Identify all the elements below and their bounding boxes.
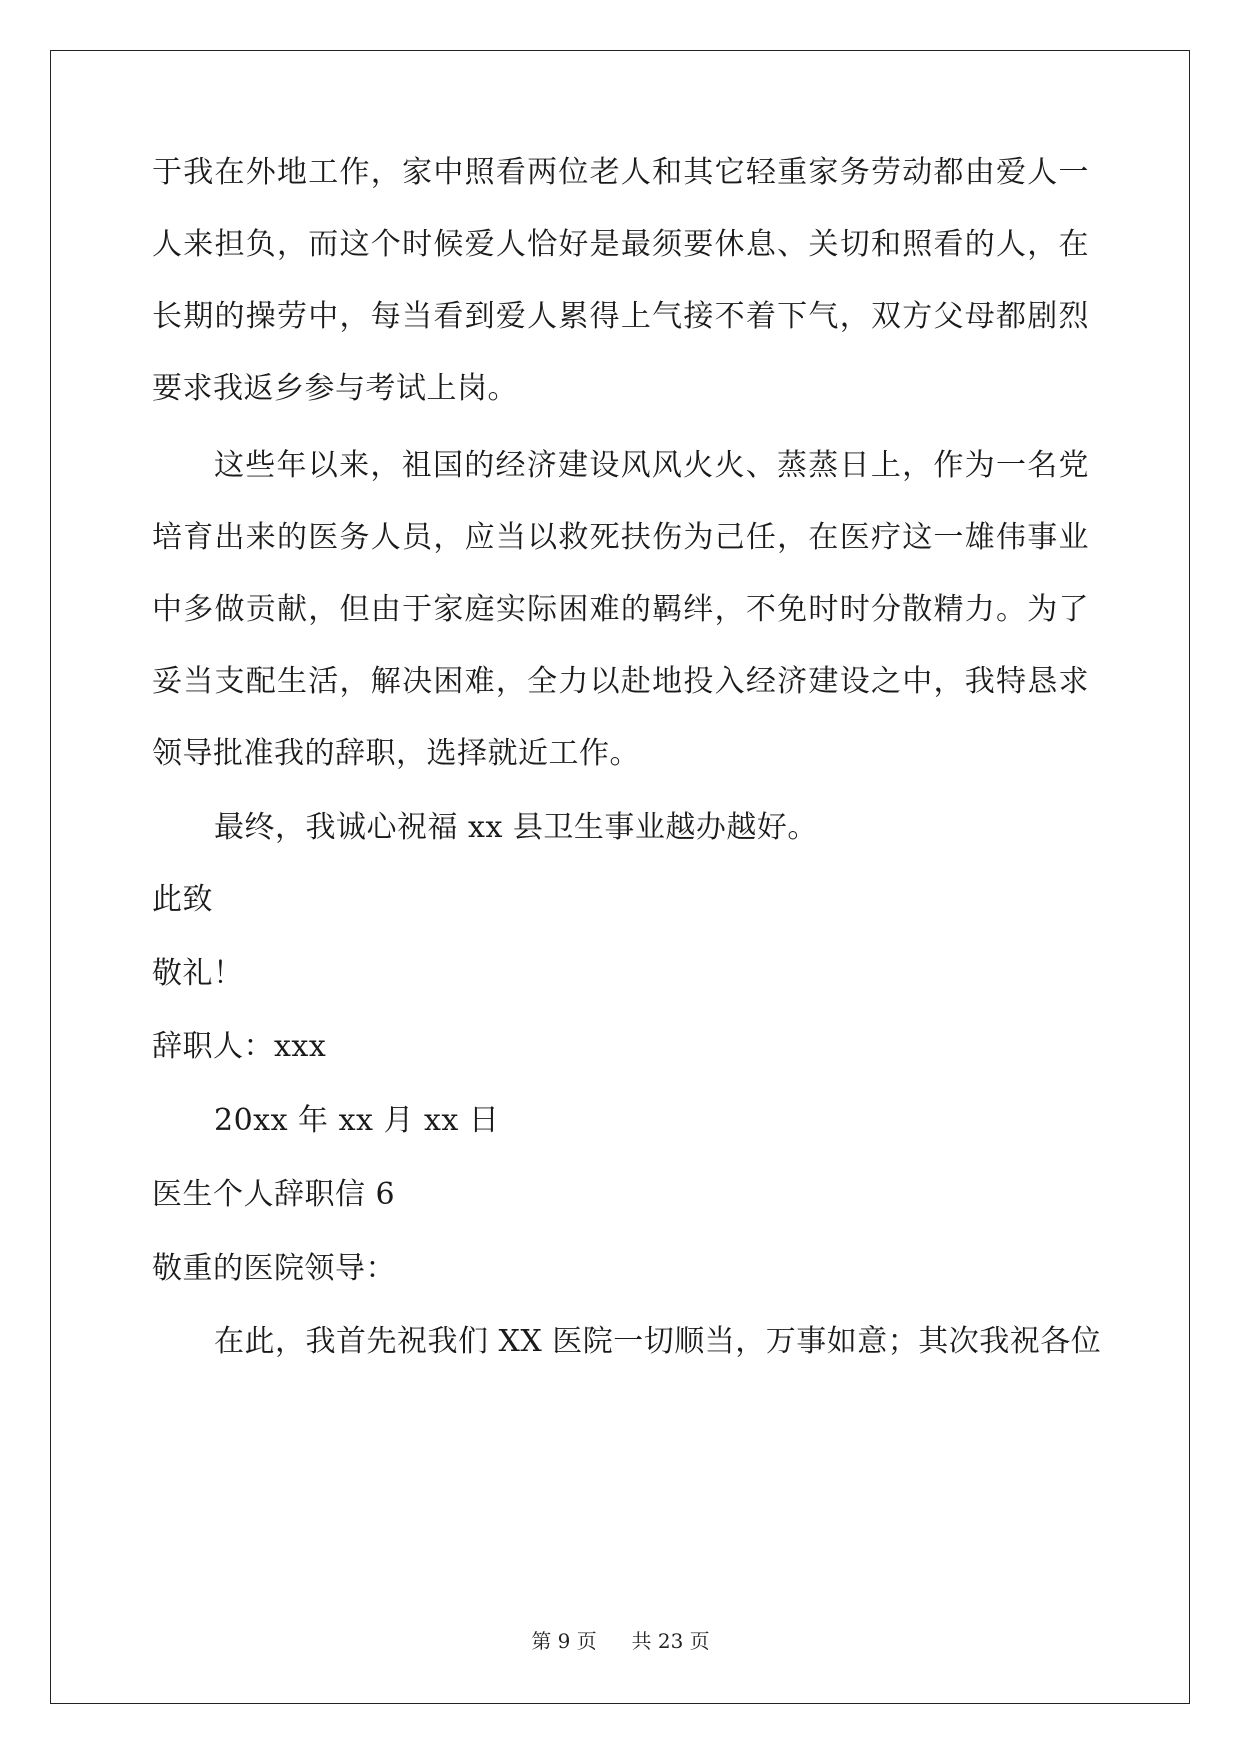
paragraph-line: 人来担负，而这个时候爱人恰好是最须要休息、关切和照看的人，在 — [152, 227, 1089, 262]
paragraph-line: 妥当支配生活，解决困难，全力以赴地投入经济建设之中，我特恳求 — [152, 664, 1089, 699]
closing-wish: 最终，我诚心祝福 xx 县卫生事业越办越好。 — [214, 810, 818, 845]
paragraph-line: 在此，我首先祝我们 XX 医院一切顺当，万事如意；其次我祝各位 — [214, 1324, 1102, 1359]
signature-date: 20xx 年 xx 月 xx 日 — [214, 1103, 500, 1138]
salutation-cizhi: 此致 — [152, 882, 213, 917]
section-heading: 医生个人辞职信 6 — [152, 1177, 396, 1212]
paragraph-line: 于我在外地工作，家中照看两位老人和其它轻重家务劳动都由爱人一 — [152, 155, 1089, 190]
paragraph-line: 要求我返乡参与考试上岗。 — [152, 371, 518, 406]
signature-name: 辞职人：xxx — [152, 1029, 327, 1064]
letter-greeting: 敬重的医院领导： — [152, 1251, 396, 1286]
page-number-total: 共 23 页 — [631, 1629, 710, 1653]
paragraph-line: 中多做贡献，但由于家庭实际困难的羁绊，不免时时分散精力。为了 — [152, 592, 1089, 627]
salutation-jingli: 敬礼！ — [152, 956, 244, 991]
paragraph-line: 领导批准我的辞职，选择就近工作。 — [152, 736, 640, 771]
paragraph-line: 培育出来的医务人员，应当以救死扶伤为己任，在医疗这一雄伟事业 — [152, 520, 1089, 555]
paragraph-line: 这些年以来，祖国的经济建设风风火火、蒸蒸日上，作为一名党 — [214, 448, 1089, 483]
page-number-current: 第 9 页 — [531, 1629, 597, 1653]
paragraph-line: 长期的操劳中，每当看到爱人累得上气接不着下气，双方父母都剧烈 — [152, 299, 1089, 334]
page-footer — [0, 1629, 1241, 1653]
